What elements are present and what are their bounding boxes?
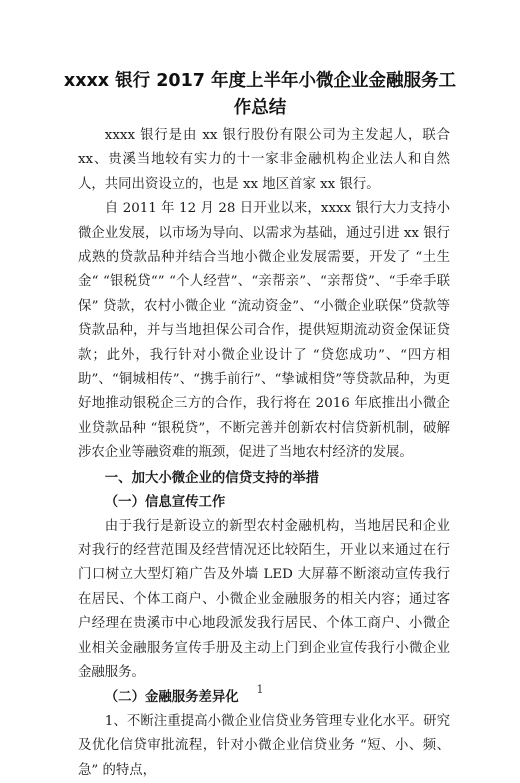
- paragraph-services: 1、不断注重提高小微企业信贷业务管理专业化水平。研究及优化信贷审批流程，针对小微企业信贷业务 “短、小、频、急” 的特点，: [78, 713, 450, 778]
- subsection-heading-2: （二）金融服务差异化: [104, 689, 239, 706]
- paragraph-publicity: 由于我行是新设立的新型农村金融机构，当地居民和企业对我行的经营范围及经营情况还比较陌生，开业以来通过在行门口树立大型灯箱广告及外墙 LED 大屏幕不断滚动宣传我行在居民、个体工商户、小微企业金融服务的相关内容；通过客户经理在贵溪市中心地段派发我行居民、个体工商户、小微企业相关金融服务宣传手册及主动上门到企业宣传我行小微企业金融服务。: [78, 518, 450, 680]
- page-number: 1: [256, 683, 264, 696]
- section-heading-1: 一、加大小微企业的信贷支持的举措: [104, 469, 320, 486]
- document-title: xxxx 银行 2017 年度上半年小微企业金融服务工作总结: [63, 71, 457, 118]
- paragraph-intro: xxxx 银行是由 xx 银行股份有限公司为主发起人，联合 xx、贵溪当地较有实力的十一家非金融机构企业法人和自然人，共同出资设立的，也是 xx 地区首家 xx 银行。: [78, 128, 450, 192]
- subsection-heading-1: （一）信息宣传工作: [104, 494, 226, 511]
- paragraph-history: 自 2011 年 12 月 28 日开业以来，xxxx 银行大力支持小微企业发展，以市场为导向、以需求为基础，通过引进 xx 银行成熟的贷款品种并结合当地小微企业发展需要，开发了 “土生金“ “银税贷“” “个人经营”、“亲帮亲”、“亲帮贷”、“手牵手联保” 贷款，农村小微企业 “流动资金”、“小微企业联保”贷款等贷款品种，并与当地担保公司合作，提供短期流动资金保证贷款；此外，我行针对小微企业设计了 “贷您成功”、“四方相助”、“铜城相传”、“携手前行”、“挚诚相贷”等贷款品种，为更好地推动银税企三方的合作，我行将在 2016 年底推出小微企业贷款品种 “银税贷”，不断完善并创新农村信贷新机制，破解涉农企业等融资难的瓶颈，促进了当地农村经济的发展。: [78, 201, 450, 461]
